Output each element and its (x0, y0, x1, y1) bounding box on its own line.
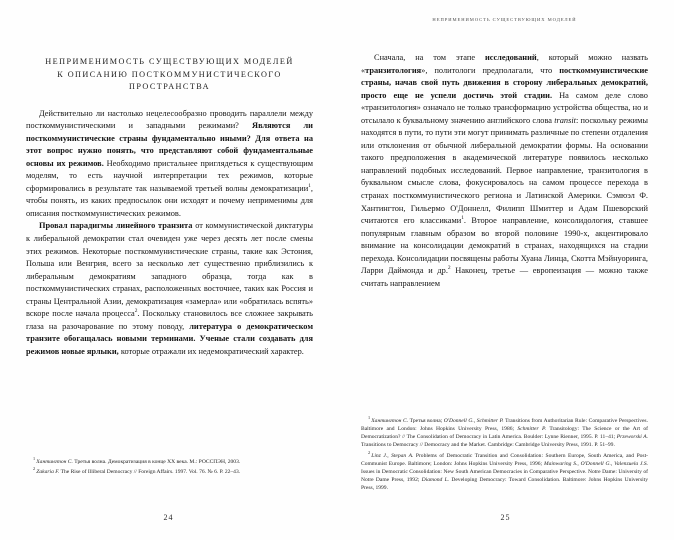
text-run: На самом деле слово «транзитология» означало не только трансформацию устройства общества, но и отсылало к буквальному значению английского слова (361, 90, 648, 125)
text-run: . Второе направление, консолидология, ставшее популярным главным образом во второй половине 1990-х, акцентировало внимание на консолидации демократий в странах, находящихся на стадии перехода. Консолидации посвящены работы Хуана Линца, Скотта Мэйнуоринга, Ларри Даймонда и др. (361, 216, 648, 276)
footnote-reference: 1 (308, 183, 311, 189)
emphasis-italic: transit (554, 115, 576, 125)
page-number-left: 24 (163, 513, 174, 522)
footnote-reference: 2 (134, 308, 138, 315)
footnote-text (361, 453, 648, 491)
footnote-text (36, 469, 240, 475)
footnote-item (26, 455, 313, 466)
text-run: Problems of Democratic Transition and Consolidation: Southern Europe, South America, and Post-Communist Europe. Baltimore; London: Johns Hopkins University Press, 1996; (361, 452, 648, 467)
text-run: , чтобы понять, из каких предпосылок они исходят и почему неприменимы для описания посткоммунистических режимов. (26, 183, 313, 218)
footnote-marker: 2 (33, 466, 36, 472)
page-number-right: 25 (500, 513, 511, 522)
emphasis-bold: Провал парадигмы линейного транзита (39, 221, 193, 231)
footnote-marker: 2 (368, 449, 371, 455)
text-run: The Rise of Illiberal Democracy // Foreign Affairs. 1997. Vol. 76. № 6. P. 22–43. (59, 468, 241, 475)
emphasis-italic: Mainwaring S., O'Donnell G., Valenzuela J.S. (543, 460, 648, 467)
text-run: », политологи предполагали, что (421, 65, 560, 75)
chapter-title (26, 56, 313, 94)
footnote-item (361, 417, 648, 449)
text-run: от коммунистической диктатуры к либеральной демократии стал очевиден уже через десять лет после смены этих режимов. Некоторые посткоммунистические страны, такие как Эстония, Польша или Венгрия, всего за несколько лет существенно приблизились к либеральным демократиям западного образца, тогда как в посткоммунистических странах, расположенных восточнее, таких как Россия и страны Центральной Азии, демократизация «замерла» или «обратилась вспять» вскоре после начала процесса (26, 221, 313, 319)
chapter-title-line-1: НЕПРИМЕНИМОСТЬ СУЩЕСТВУЮЩИХ МОДЕЛЕЙ (45, 57, 294, 66)
footnote-item (361, 449, 649, 492)
chapter-title-line-2: К ОПИСАНИЮ ПОСТКОММУНИСТИЧЕСКОГО (57, 69, 282, 79)
footnote-text (361, 418, 648, 448)
emphasis-italic: Schmitter P. (517, 426, 547, 433)
text-run: Developing Democracy: Toward Consolidation. Baltimore: Johns Hopkins University Press, 1999. (361, 476, 649, 491)
footnote-text (36, 459, 240, 465)
text-run: Действительно ли настолько нецелесообразно проводить параллели между посткоммунистическими и западными режимами? (26, 108, 313, 131)
paragraph (361, 52, 648, 290)
footnote-reference: 2 (447, 265, 451, 272)
footnote-marker: 1 (33, 455, 36, 461)
paragraph (26, 108, 313, 221)
emphasis-bold: посткоммунистические страны, начав свой путь движения в сторону либеральных демократий, просто еще не успели достичь этой стадии. (361, 65, 648, 100)
text-run: : поскольку режимы находятся в пути, то пути эти могут принимать различные по степени отдаления или отклонения от обычной либеральной демократии формы. На основании такого предположения в академической литературе появилось несколько направлений подобных исследований. Первое направление, транзитология в буквальном смысле слова, фокусировалось на самом процессе перехода в странах посткоммунистического региона и Латинской Америки. Сэмюэл Ф. Хантингтон, Гильермо О'Доннелл, Филипп Шмиттер и Адам Пшеворский считаются его классиками (361, 115, 648, 226)
emphasis-italic: Zakaria F. (36, 468, 60, 475)
emphasis-italic: Linz J., Stepan A. (371, 452, 414, 459)
emphasis-bold: исследований (484, 53, 537, 62)
footnotes-left (26, 455, 313, 476)
text-run: Необходимо пристальнее приглядеться к существующим моделям, то есть научной интерпретации тех режимов, которые сформировались в результате так называемой третьей волны демократизации (26, 158, 313, 193)
text-run: . Поскольку становилось все сложнее закрывать глаза на разочарование по этому поводу, (26, 309, 313, 331)
body-text-right (361, 52, 648, 290)
footnote-item (26, 468, 313, 476)
emphasis-italic: Diamond L. (421, 476, 450, 483)
text-run: которые отражали их недемократический характер. (118, 346, 304, 356)
text-run: Transitions from Authoritarian Rule: Comparative Perspectives. Baltimore and London: Johns Hopkins University Press, 1986; (361, 418, 648, 433)
chapter-title-line-3: ПРОСТРАНСТВА (128, 82, 211, 91)
paragraph (26, 220, 313, 358)
text-run: , который можно назвать « (361, 53, 648, 75)
text-run: Наконец, третье — европеизация — можно также считать направлением (361, 266, 649, 288)
page-right (337, 0, 674, 540)
emphasis-bold: транзитология (365, 65, 422, 75)
footnote-marker: 1 (368, 415, 371, 421)
emphasis-italic: Хантингтон С. (36, 458, 73, 465)
text-run: Transitions to Democracy // Democracy and the Market. Cambridge: Cambridge University Press, 1991. P. 51–99. (361, 442, 615, 449)
emphasis-italic: Przeworski A. (616, 434, 648, 441)
body-text-left (26, 108, 313, 359)
text-run: Третья волна. Демократизация в конце XX века. М.: РОССПЭН, 2003. (72, 458, 241, 465)
running-header-right: НЕПРИМЕНИМОСТЬ СУЩЕСТВУЮЩИХ МОДЕЛЕЙ (432, 16, 577, 22)
emphasis-bold: литература о демократическом транзите обогащалась новыми терминами. Ученые стали создавать для режимов новые ярлыки, (26, 321, 313, 356)
footnotes-right (361, 417, 648, 492)
text-run: Transitology: The Science or the Art of Democratization? // The Consolidation of Democracy in Latin America. Boulder: Lynne Rienner, 1995. P. 11–41; (361, 426, 648, 441)
emphasis-bold: Являются ли посткоммунистические страны фундаментально иными? Для ответа на этот вопрос нужно понять, что представляют собой фундаментальные основы их режимов. (26, 121, 313, 168)
emphasis-italic: O'Donnell G., Schmitter P. (443, 418, 504, 425)
text-run: Третья волна; (408, 418, 444, 425)
emphasis-italic: Хантингтон С. (371, 418, 409, 425)
text-run: Сначала, на том этапе (374, 53, 485, 62)
footnote-reference: 1 (461, 215, 464, 222)
text-run: Issues in Democratic Consolidation: New South American Democracies in Comparative Perspective. Notre Dame: University of Notre Dame Press, 1992; (361, 468, 648, 483)
